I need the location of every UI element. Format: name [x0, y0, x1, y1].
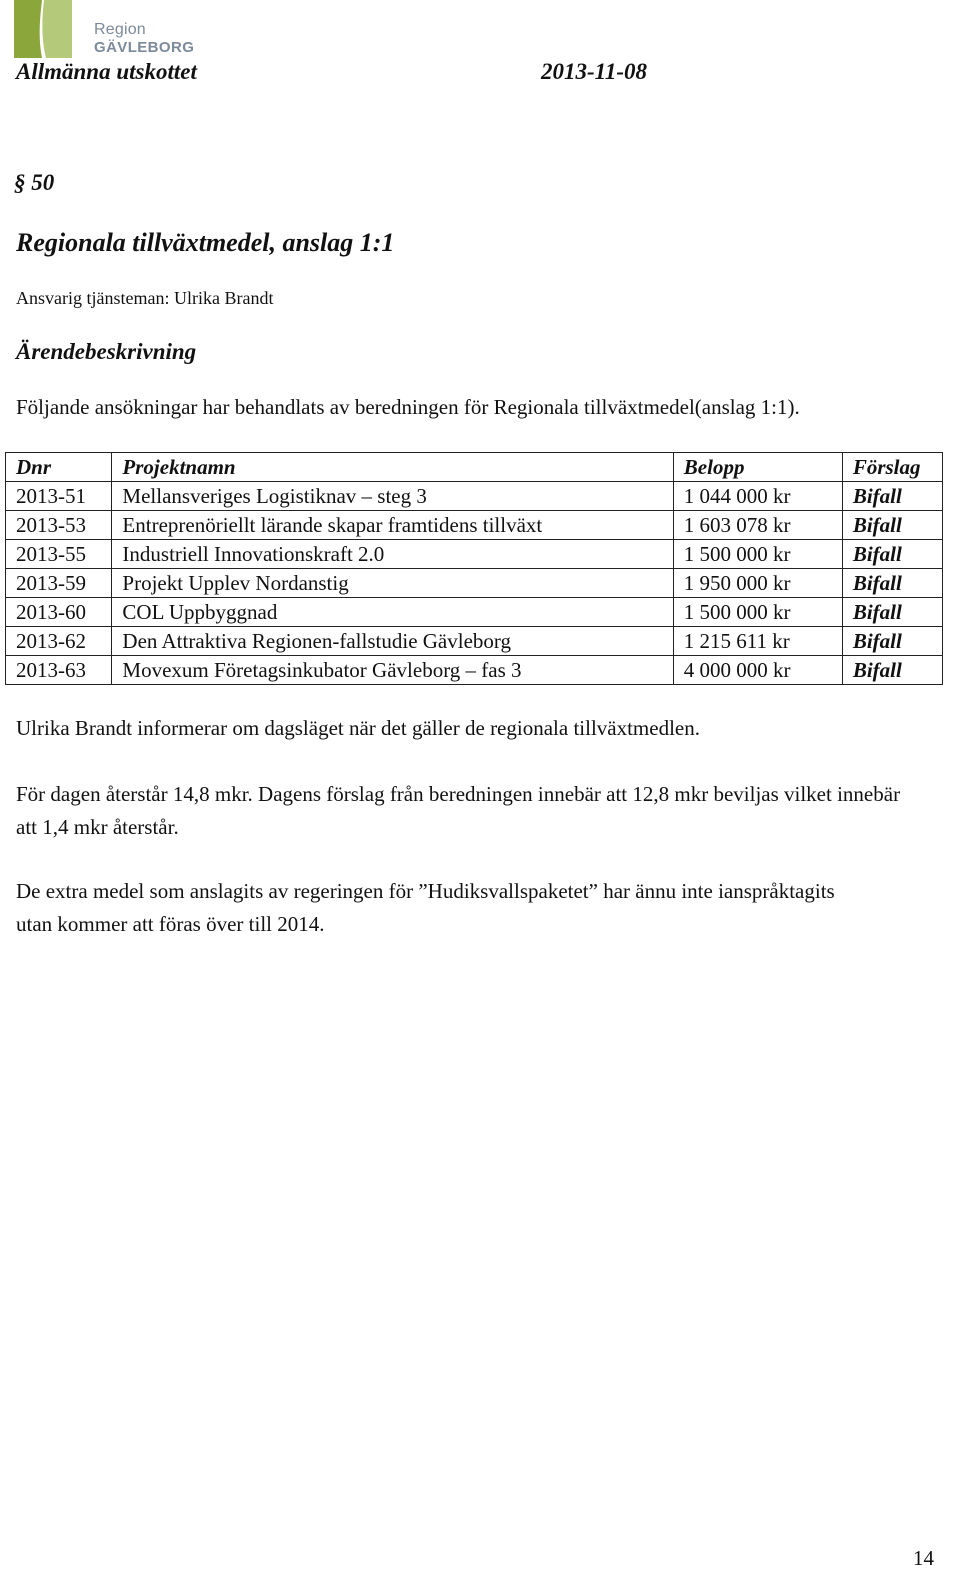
cell-proposal: Bifall	[842, 511, 942, 540]
cell-proposal: Bifall	[842, 656, 942, 685]
header-project-name: Projektnamn	[112, 453, 673, 482]
table-row	[6, 569, 943, 598]
table-row	[6, 627, 943, 656]
cell-project-name: Entreprenöriellt lärande skapar framtidens tillväxt	[112, 511, 673, 540]
region-gavleborg-logo	[14, 0, 195, 58]
cell-amount: 4 000 000 kr	[673, 656, 842, 685]
cell-project-name: Mellansveriges Logistiknav – steg 3	[112, 482, 673, 511]
cell-amount: 1 500 000 kr	[673, 540, 842, 569]
section-number: § 50	[14, 170, 55, 195]
meeting-date: 2013-11-08	[541, 59, 648, 84]
table-row	[6, 511, 943, 540]
paragraph-extra-funds: De extra medel som anslagits av regeringen för ”Hudiksvallspaketet” har ännu inte ianspråktagits utan kommer att föras över till 2014.	[16, 879, 835, 936]
cell-dnr: 2013-55	[6, 540, 112, 569]
logo-text-region: Region	[94, 21, 146, 38]
cell-dnr: 2013-62	[6, 627, 112, 656]
table-row	[6, 598, 943, 627]
description-heading: Ärendebeskrivning	[16, 339, 197, 364]
applications-table	[5, 452, 943, 685]
cell-project-name: Den Attraktiva Regionen-fallstudie Gävleborg	[112, 627, 673, 656]
cell-dnr: 2013-59	[6, 569, 112, 598]
responsible-officer: Ansvarig tjänsteman: Ulrika Brandt	[16, 288, 274, 308]
cell-proposal: Bifall	[842, 540, 942, 569]
cell-dnr: 2013-51	[6, 482, 112, 511]
logo-mark-icon	[14, 0, 78, 58]
header-amount: Belopp	[673, 453, 842, 482]
cell-amount: 1 500 000 kr	[673, 598, 842, 627]
cell-proposal: Bifall	[842, 482, 942, 511]
cell-project-name: Projekt Upplev Nordanstig	[112, 569, 673, 598]
paragraph-status: Ulrika Brandt informerar om dagsläget när det gäller de regionala tillväxtmedlen.	[16, 716, 700, 740]
header-dnr: Dnr	[6, 453, 112, 482]
table-row	[6, 656, 943, 685]
intro-text: Följande ansökningar har behandlats av beredningen för Regionala tillväxtmedel(anslag 1:1).	[16, 395, 800, 419]
cell-proposal: Bifall	[842, 569, 942, 598]
cell-dnr: 2013-53	[6, 511, 112, 540]
cell-proposal: Bifall	[842, 598, 942, 627]
cell-dnr: 2013-60	[6, 598, 112, 627]
logo-text-gavleborg: GÄVLEBORG	[94, 39, 195, 56]
cell-project-name: COL Uppbyggnad	[112, 598, 673, 627]
cell-project-name: Industriell Innovationskraft 2.0	[112, 540, 673, 569]
paragraph-remaining-funds: För dagen återstår 14,8 mkr. Dagens förslag från beredningen innebär att 12,8 mkr beviljas vilket innebär att 1,4 mkr återstår.	[16, 782, 901, 839]
table-header-row	[6, 453, 943, 482]
page-number: 14	[913, 1546, 934, 1570]
cell-proposal: Bifall	[842, 627, 942, 656]
committee-name: Allmänna utskottet	[16, 59, 197, 84]
cell-project-name: Movexum Företagsinkubator Gävleborg – fas 3	[112, 656, 673, 685]
cell-amount: 1 950 000 kr	[673, 569, 842, 598]
cell-amount: 1 044 000 kr	[673, 482, 842, 511]
table-row	[6, 540, 943, 569]
header-proposal: Förslag	[842, 453, 942, 482]
cell-dnr: 2013-63	[6, 656, 112, 685]
page-title: Regionala tillväxtmedel, anslag 1:1	[16, 228, 395, 257]
cell-amount: 1 603 078 kr	[673, 511, 842, 540]
table-row	[6, 482, 943, 511]
cell-amount: 1 215 611 kr	[673, 627, 842, 656]
